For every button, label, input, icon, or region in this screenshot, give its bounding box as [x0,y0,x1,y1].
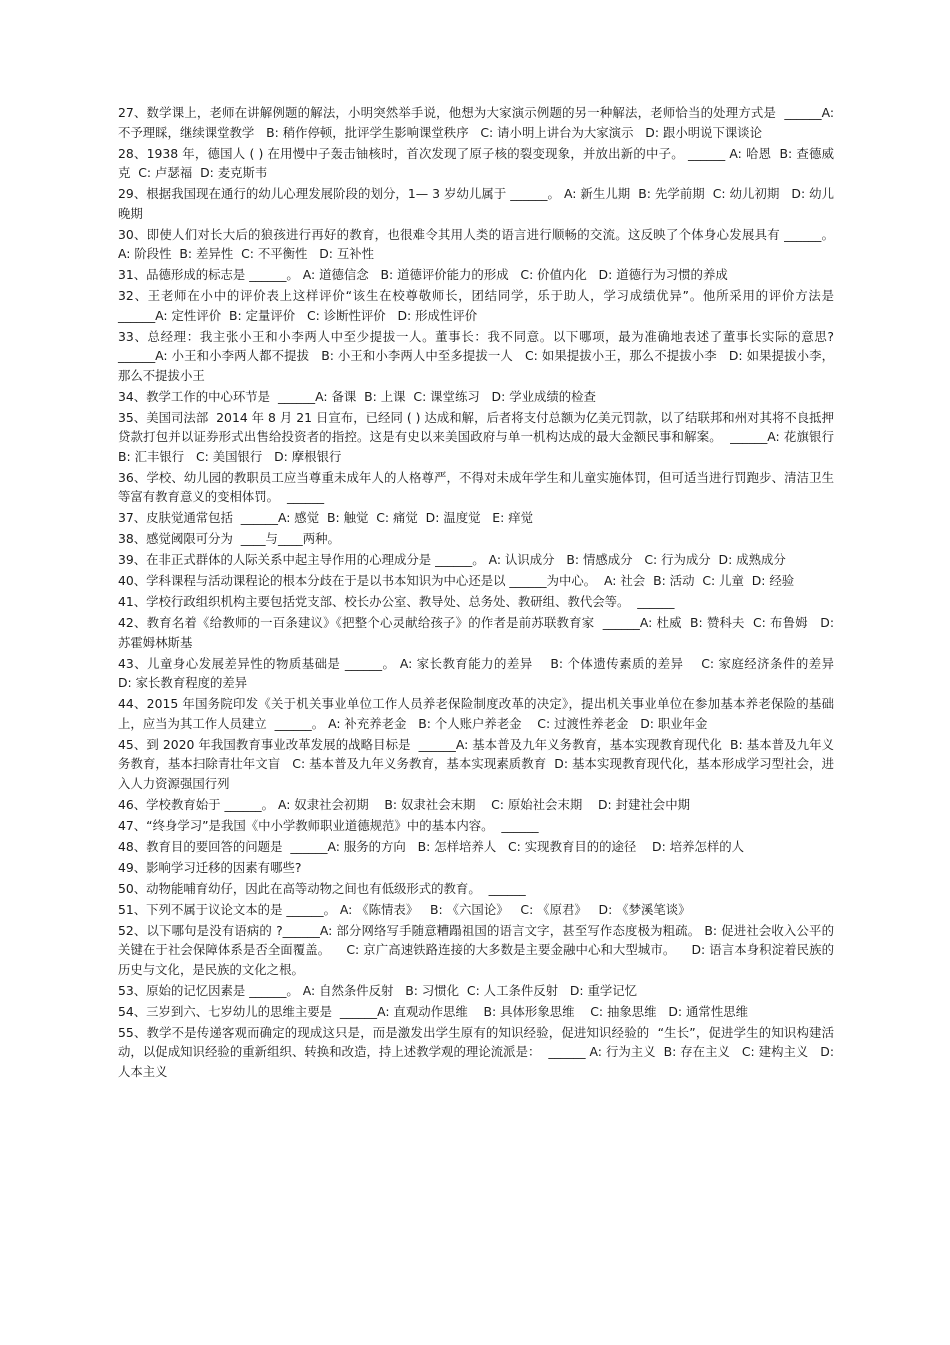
question-49: 49、影响学习迁移的因素有哪些? [118,859,302,875]
question-34: 34、教学工作的中心环节是 ______A: 备课 B: 上课 C: 课堂练习 D: 学业成绩的检查 [118,388,596,404]
question-53: 53、原始的记忆因素是 ______。 A: 自然条件反射 B: 习惯化 C: 人工条件反射 D: 重学记忆 [118,982,638,998]
question-39: 39、在非正式群体的人际关系中起主导作用的心理成分是 ______。 A: 认识成分 B: 情感成分 C: 行为成分 D: 成熟成分 [118,552,786,567]
question-55: 55、教学不是传递客观而确定的现成这只是，而是激发出学生原有的知识经验，促进知识经验的 “生长”，促进学生的知识构建活动，以促成知识经验的重新组织、转换和改造，持上述教学观的理论流派是： ______ A: 行为主义 B: 存在主义 C: 建构主义 D: 人本主义 [118,1024,838,1079]
question-28: 28、1938 年，德国人 ( ) 在用慢中子轰击铀核时，首次发现了原子核的裂变现象，并放出新的中子。 ______ A: 哈恩 B: 查德威克 C: 卢瑟福 D: 麦克斯韦 [118,145,834,180]
question-27: 27、数学课上，老师在讲解例题的解法，小明突然举手说，他想为大家演示例题的另一种解法，老师恰当的处理方式是 ______A: 不予理睬，继续课堂教学 B: 稍作停顿，批评学生影响课堂秩序 C: 请小明上讲台为大家演示 D: 跟小明说下课谈论 [118,105,838,140]
question-32: 32、王老师在小中的评价表上这样评价“该生在校尊敬师长，团结同学，乐于助人，学习成绩优异”。他所采用的评价方法是 ______A: 定性评价 B: 定量评价 C: 诊断性评价 D: 形成性评价 [118,288,842,323]
question-31: 31、品德形成的标志是 ______。 A: 道德信念 B: 道德评价能力的形成 C: 价值内化 D: 道德行为习惯的养成 [118,267,728,282]
question-46: 46、学校教育始于 ______。 A: 奴隶社会初期 B: 奴隶社会末期 C: 原始社会末期 D: 封建社会中期 [118,796,690,812]
question-35: 35、美国司法部 2014 年 8 月 21 日宣布，已经同 ( ) 达成和解，后者将支付总额为亿美元罚款，以了结联邦和州对其将不良抵押贷款打包并以证券形式出售给投资者的指控。这是有史以来美国政府与单一机构达成的最大金额民事和解案。 ______A: 花旗银行 B: 汇丰银行 C: 美国银行 D: 摩根银行 [118,409,846,464]
question-29: 29、根据我国现在通行的幼儿心理发展阶段的划分，1— 3 岁幼儿属于 ______。 A: 新生儿期 B: 先学前期 C: 幼儿初期 D: 幼儿晚期 [118,186,834,221]
question-48: 48、教育目的要回答的问题是 ______A: 服务的方向 B: 怎样培养人 C: 实现教育目的的途径 D: 培养怎样的人 [118,838,745,854]
question-42: 42、教育名着《给教师的一百条建议》《把整个心灵献给孩子》的作者是前苏联教育家 ______A: 杜威 B: 赞科夫 C: 布鲁姆 D: 苏霍姆林斯基 [118,615,838,650]
question-44: 44、2015 年国务院印发《关于机关事业单位工作人员养老保险制度改革的决定》，提出机关事业单位在参加基本养老保险的基础上，应当为其工作人员建立 ______。 A: 补充养老金 B: 个人账户养老金 C: 过渡性养老金 D: 职业年金 [118,696,834,731]
question-51: 51、下列不属于议论文本的是 ______。 A: 《陈情表》 B: 《六国论》 C: 《原君》 D: 《梦溪笔谈》 [118,901,691,917]
question-36: 36、学校、幼儿园的教职员工应当尊重未成年人的人格尊严，不得对未成年学生和儿童实施体罚，但可适当进行罚跑步、清洁卫生等富有教育意义的变相体罚。 ______ [118,469,834,504]
question-40: 40、学科课程与活动课程论的根本分歧在于是以书本知识为中心还是以 ______为中心。 A: 社会 B: 活动 C: 儿童 D: 经验 [118,573,795,588]
question-41: 41、学校行政组织机构主要包括党支部、校长办公室、教导处、总务处、教研组、教代会等。 ______ [118,594,675,609]
question-45: 45、到 2020 年我国教育事业改革发展的战略目标是 ______A: 基本普及九年义务教育，基本实现教育现代化 B: 基本普及九年义务教育，基本扫除青壮年文盲 C: 基本普及九年义务教育，基本实现素质教育 D: 基本实现教育现代化，基本形成学习型社会，进入人力资源强国行列 [118,736,834,791]
question-37: 37、皮肤觉通常包括 ______A: 感觉 B: 触觉 C: 痛觉 D: 温度觉 E: 痒觉 [118,510,534,525]
question-43: 43、儿童身心发展差异性的物质基础是 ______。 A: 家长教育能力的差异 B: 个体遗传素质的差异 C: 家庭经济条件的差异 D: 家长教育程度的差异 [118,655,850,690]
question-38: 38、感觉阈限可分为 ____与____两种。 [118,531,340,546]
question-54: 54、三岁到六、七岁幼儿的思维主要是 ______A: 直观动作思维 B: 具体形象思维 C: 抽象思维 D: 通常性思维 [118,1003,748,1019]
question-47: 47、“终身学习”是我国《中小学教师职业道德规范》中的基本内容。 ______ [118,817,539,833]
question-30: 30、即使人们对长大后的狼孩进行再好的教育，也很难令其用人类的语言进行顺畅的交流。这反映了个体身心发展具有 ______。 A: 阶段性 B: 差异性 C: 不平衡性 D: 互补性 [118,226,838,261]
question-50: 50、动物能哺育幼仔，因此在高等动物之间也有低级形式的教育。 ______ [118,880,526,896]
question-52: 52、以下哪句是没有语病的 ?______A: 部分网络写手随意糟蹋祖国的语言文字，甚至写作态度极为粗疏。 B: 促进社会收入公平的关键在于社会保障体系是否全面覆盖。 C: 京广高速铁路连接的大多数是主要金融中心和大型城市。 D: 语言本身积淀着民族的历史与文化，是民族的文化之根。 [118,922,834,977]
question-33: 33、总经理：我主张小王和小李两人中至少提拔一人。董事长：我不同意。以下哪项，最为准确地表述了董事长实际的意思? ______A: 小王和小李两人都不提拔 B: 小王和小李两人中至多提拔一人 C: 如果提拔小王，那么不提拔小李 D: 如果提拔小李，那么不提拔小王 [118,328,842,383]
document-page [118,103,850,1083]
